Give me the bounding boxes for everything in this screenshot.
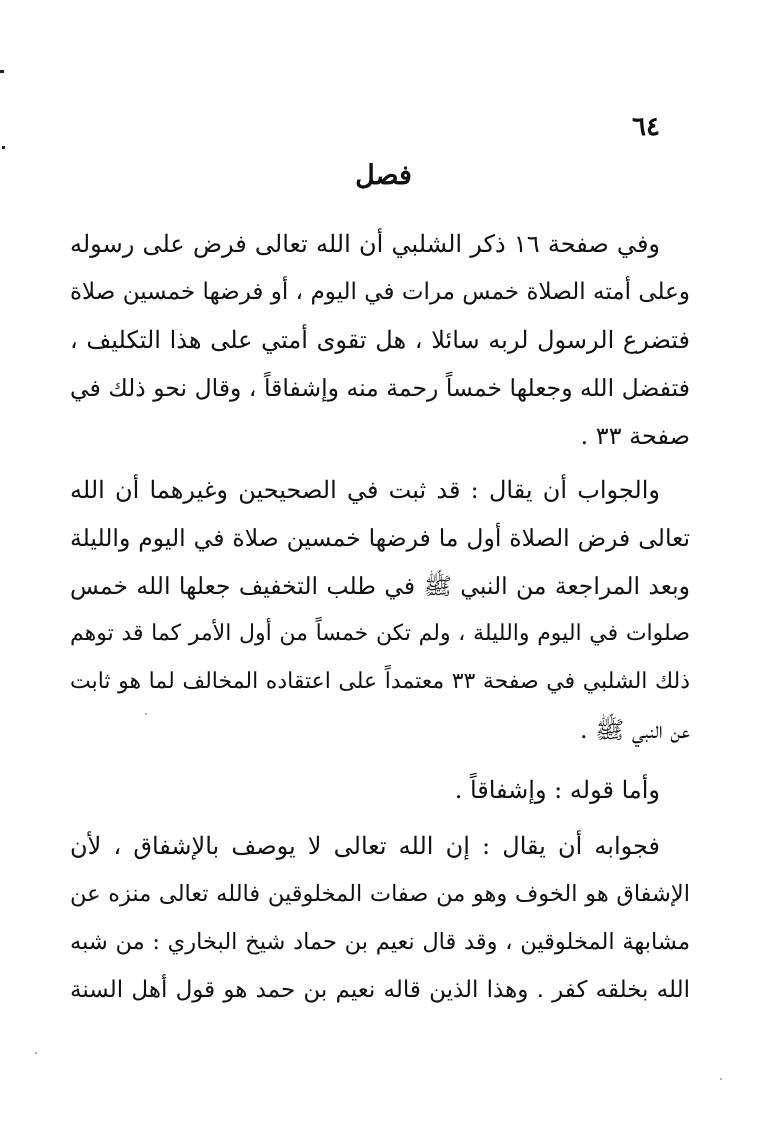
text-line: تعالى فرض الصلاة أول ما فرضها خمسين صلاة في اليوم والليلة — [70, 524, 690, 552]
text-line: صفحة ٣٣ . — [580, 422, 690, 450]
text-line: الإشفاق هو الخوف وهو من صفات المخلوقين فالله تعالى منزه عن — [70, 881, 690, 907]
text-line: فجوابه أن يقال : إن الله تعالى لا يوصف بالإشفاق ، لأن — [70, 832, 660, 860]
paragraph-4 — [70, 822, 690, 1014]
paragraph-3 — [70, 766, 690, 814]
page-number: ٦٤ — [632, 112, 660, 142]
paragraph-2 — [70, 466, 690, 754]
text-line: ذلك الشلبي في صفحة ٣٣ معتمداً على اعتقاده المخالف لما هو ثابت — [70, 669, 690, 694]
text-line: وفي صفحة ١٦ ذكر الشلبي أن الله تعالى فرض على رسوله — [70, 230, 661, 258]
paragraph-1 — [70, 220, 690, 460]
text-line: صلوات في اليوم والليلة ، ولم تكن خمساً من أول الأمر كما قد توهم — [70, 621, 690, 646]
scan-speck — [145, 713, 147, 715]
margin-mark — [0, 70, 4, 73]
section-heading: فصل — [355, 160, 412, 191]
text-line: مشابهة المخلوقين ، وقد قال نعيم بن حماد شيخ البخاري : من شبه — [70, 929, 690, 955]
scan-speck — [35, 1052, 37, 1054]
text-line: وعلى أمته الصلاة خمس مرات في اليوم ، أو فرضها خمسين صلاة — [70, 279, 690, 305]
text-line: الله بخلقه كفر . وهذا الذين قاله نعيم بن حمد هو قول أهل السنة — [70, 977, 690, 1003]
text-line: فتضرع الرسول لربه سائلا ، هل تقوى أمتي على هذا التكليف ، — [70, 326, 690, 354]
text-line: وأما قوله : وإشفاقاً . — [454, 776, 660, 804]
text-line: وبعد المراجعة من النبي ﷺ في طلب التخفيف جعلها الله خمس — [70, 572, 690, 600]
scan-speck — [720, 1078, 722, 1080]
margin-mark — [2, 146, 5, 149]
text-line: عن النبي ﷺ . — [579, 716, 690, 744]
text-line: فتفضل الله وجعلها خمساً رحمة منه وإشفاقاً ، وقال نحو ذلك في — [70, 374, 690, 402]
text-line: والجواب أن يقال : قد ثبت في الصحيحين وغيرهما أن الله — [70, 476, 660, 504]
